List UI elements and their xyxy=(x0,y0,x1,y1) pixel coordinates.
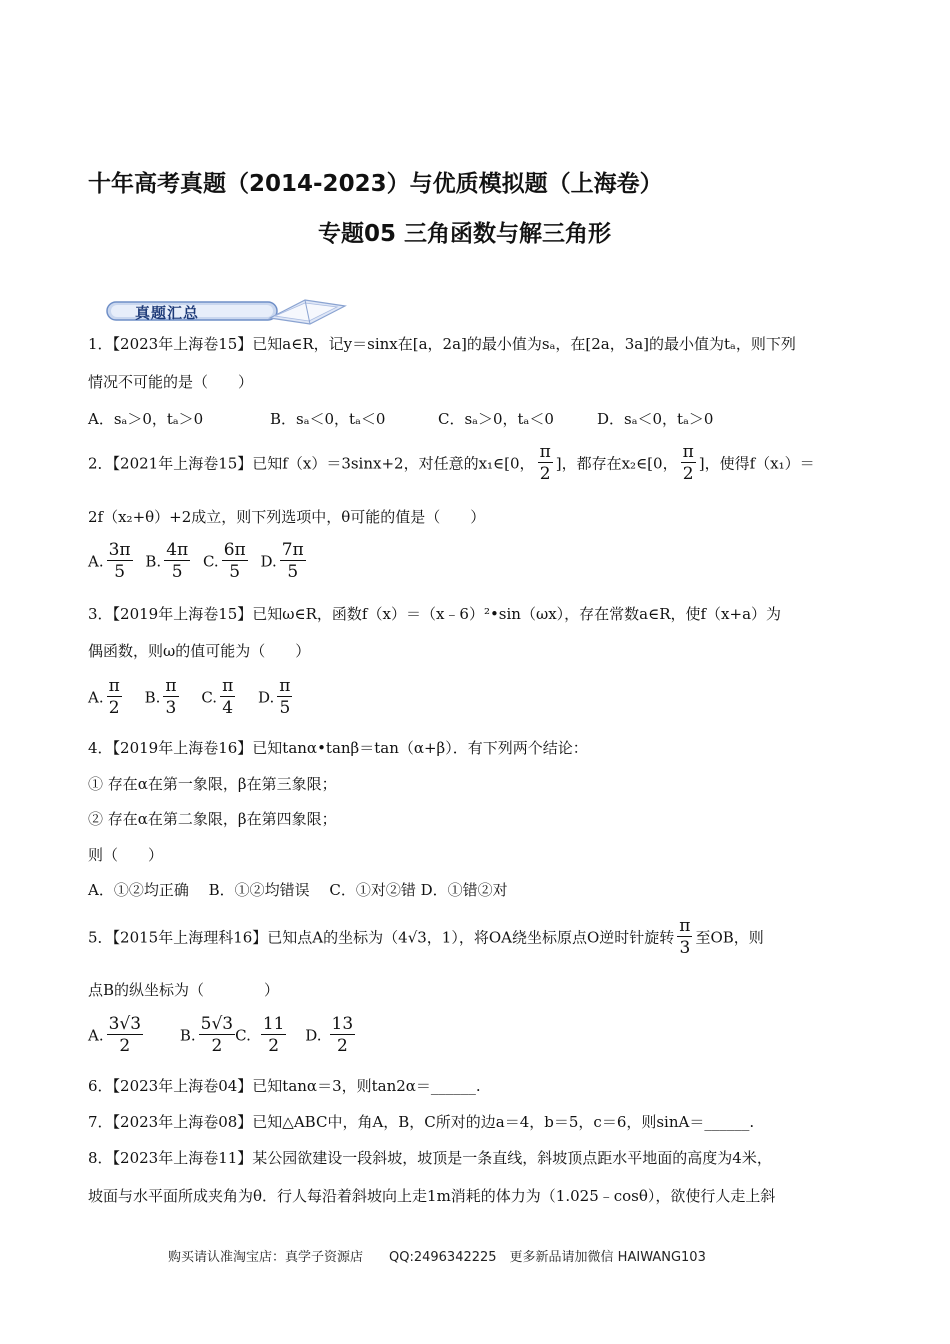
question-8-line-2: 坡面与水平面所成夹角为θ．行人每沿着斜坡向上走1m消耗的体力为（1.025﹣cosθ），欲使行人走上斜 xyxy=(88,1187,776,1205)
fraction-denominator: 2 xyxy=(539,464,551,484)
banner-label: 真题汇总 xyxy=(135,304,200,322)
option-fraction xyxy=(277,676,292,719)
fraction-numerator: 13 xyxy=(331,1014,354,1034)
option-fraction xyxy=(261,1014,287,1057)
question-2-prefix: 2．【2021年上海卷15】已知f（x）＝3sinx+2，对任意的x₁∈[0， xyxy=(88,454,535,473)
option-fraction xyxy=(280,540,306,583)
option-fraction xyxy=(199,1014,235,1057)
fraction-denominator: 5 xyxy=(279,698,291,718)
fraction-denominator: 2 xyxy=(119,1036,131,1056)
option-label: C. xyxy=(201,688,218,707)
fraction-denominator: 3 xyxy=(165,698,177,718)
question-2-mid: ]，都存在x₂∈[0， xyxy=(555,454,678,473)
fraction-denominator: 5 xyxy=(171,562,183,582)
fraction-numerator: 11 xyxy=(262,1014,285,1034)
option-fraction xyxy=(107,1014,143,1057)
question-8-line-1: 8．【2023年上海卷11】某公园欲建设一段斜坡，坡顶是一条直线，斜坡顶点距水平地面的高度为4米， xyxy=(88,1149,772,1167)
option-fraction xyxy=(107,540,133,583)
fraction-denominator: 2 xyxy=(268,1036,280,1056)
question-4-line-1: 4．【2019年上海卷16】已知tanα•tanβ＝tan（α+β）．有下列两个结论： xyxy=(88,739,588,757)
fraction-numerator: π xyxy=(222,676,234,696)
option-fraction xyxy=(222,540,248,583)
option-label: D. xyxy=(258,688,275,707)
option-fraction xyxy=(164,540,190,583)
option-label: D. xyxy=(260,552,277,571)
option-label: D. xyxy=(305,1026,322,1045)
question-4-line-4: 则（ ） xyxy=(88,846,164,864)
option-fraction xyxy=(107,676,122,719)
option-label: B. xyxy=(145,552,162,571)
question-1-option-a: A．sₐ＞0，tₐ＞0 xyxy=(88,410,204,428)
fraction-numerator: 5√3 xyxy=(200,1014,234,1034)
question-1-option-c: C．sₐ＞0，tₐ＜0 xyxy=(438,410,554,428)
page-title: 十年高考真题（2014-2023）与优质模拟题（上海卷） xyxy=(88,171,663,197)
fraction xyxy=(681,442,696,485)
question-2-suffix: ]，使得f（x₁）＝ xyxy=(698,454,815,473)
question-3-line-1: 3．【2019年上海卷15】已知ω∈R，函数f（x）＝（x﹣6）²•sin（ωx），存在常数a∈R，使f（x+a）为 xyxy=(88,605,782,623)
question-4-options: A．①②均正确 B．①②均错误 C．①对②错 D．①错②对 xyxy=(88,881,508,899)
footer-text: 购买请认准淘宝店：真学子资源店 QQ:2496342225 更多新品请加微信 HAIWANG103 xyxy=(168,1250,706,1265)
option-fraction xyxy=(330,1014,356,1057)
fraction-denominator: 4 xyxy=(222,698,234,718)
question-5-line-1 xyxy=(88,916,764,959)
fraction-numerator: 3√3 xyxy=(108,1014,142,1034)
option-fraction xyxy=(220,676,235,719)
fraction-numerator: π xyxy=(539,442,551,462)
fraction-denominator: 3 xyxy=(679,938,691,958)
fraction-denominator: 2 xyxy=(108,698,120,718)
question-2-options xyxy=(88,540,309,583)
section-banner xyxy=(105,292,350,328)
question-5-options xyxy=(88,1014,358,1057)
question-4-line-2: ① 存在α在第一象限，β在第三象限； xyxy=(88,775,337,793)
fraction-numerator: π xyxy=(108,676,120,696)
question-7-line-1: 7．【2023年上海卷08】已知△ABC中，角A，B，C所对的边a＝4，b＝5，c＝6，则sinA＝______. xyxy=(88,1113,755,1131)
question-5-suffix: 至OB，则 xyxy=(695,928,764,947)
fraction-denominator: 2 xyxy=(211,1036,223,1056)
question-1-line-2: 情况不可能的是（ ） xyxy=(88,373,254,391)
question-2-line-2: 2f（x₂+θ）+2成立，则下列选项中，θ可能的值是（ ） xyxy=(88,508,486,526)
fraction-numerator: 7π xyxy=(281,540,304,560)
fraction-numerator: π xyxy=(679,916,691,936)
option-label: B. xyxy=(144,688,161,707)
fraction-denominator: 2 xyxy=(336,1036,348,1056)
option-label: C. xyxy=(235,1026,251,1045)
question-5-prefix: 5．【2015年上海理科16】已知点A的坐标为（4 xyxy=(88,928,408,947)
fraction-denominator: 5 xyxy=(229,562,241,582)
question-6-line-1: 6．【2023年上海卷04】已知tanα＝3，则tan2α＝______. xyxy=(88,1077,481,1095)
question-4-line-3: ② 存在α在第二象限，β在第四象限； xyxy=(88,810,337,828)
fraction-numerator: π xyxy=(279,676,291,696)
question-5-line-2: 点B的纵坐标为（ ） xyxy=(88,981,280,999)
fraction-numerator: π xyxy=(165,676,177,696)
option-fraction xyxy=(163,676,178,719)
option-label: A. xyxy=(88,552,104,571)
question-3-line-2: 偶函数，则ω的值可能为（ ） xyxy=(88,642,311,660)
option-label: A. xyxy=(88,1026,104,1045)
page-subtitle: 专题05 三角函数与解三角形 xyxy=(318,221,612,247)
question-1-option-b: B．sₐ＜0，tₐ＜0 xyxy=(270,410,386,428)
option-label: A. xyxy=(88,688,104,707)
question-2-line-1 xyxy=(88,442,815,485)
question-1-line-1: 1．【2023年上海卷15】已知a∈R，记y＝sinx在[a，2a]的最小值为sₐ，在[2a，3a]的最小值为tₐ，则下列 xyxy=(88,335,796,353)
fraction-denominator: 5 xyxy=(114,562,126,582)
question-3-options xyxy=(88,676,295,719)
fraction-denominator: 2 xyxy=(682,464,694,484)
fraction-numerator: π xyxy=(682,442,694,462)
question-5-mid: ，1），将OA绕坐标原点O逆时针旋转 xyxy=(426,928,675,947)
fraction-denominator: 5 xyxy=(287,562,299,582)
fraction-numerator: 6π xyxy=(223,540,246,560)
fraction xyxy=(677,916,692,959)
fraction-numerator: 3π xyxy=(108,540,131,560)
option-label: C. xyxy=(202,552,219,571)
fraction-numerator: 4π xyxy=(166,540,189,560)
sqrt-value: √3 xyxy=(407,928,427,947)
question-1-option-d: D．sₐ＜0，tₐ＞0 xyxy=(597,410,714,428)
fraction xyxy=(538,442,553,485)
option-label: B. xyxy=(179,1026,196,1045)
